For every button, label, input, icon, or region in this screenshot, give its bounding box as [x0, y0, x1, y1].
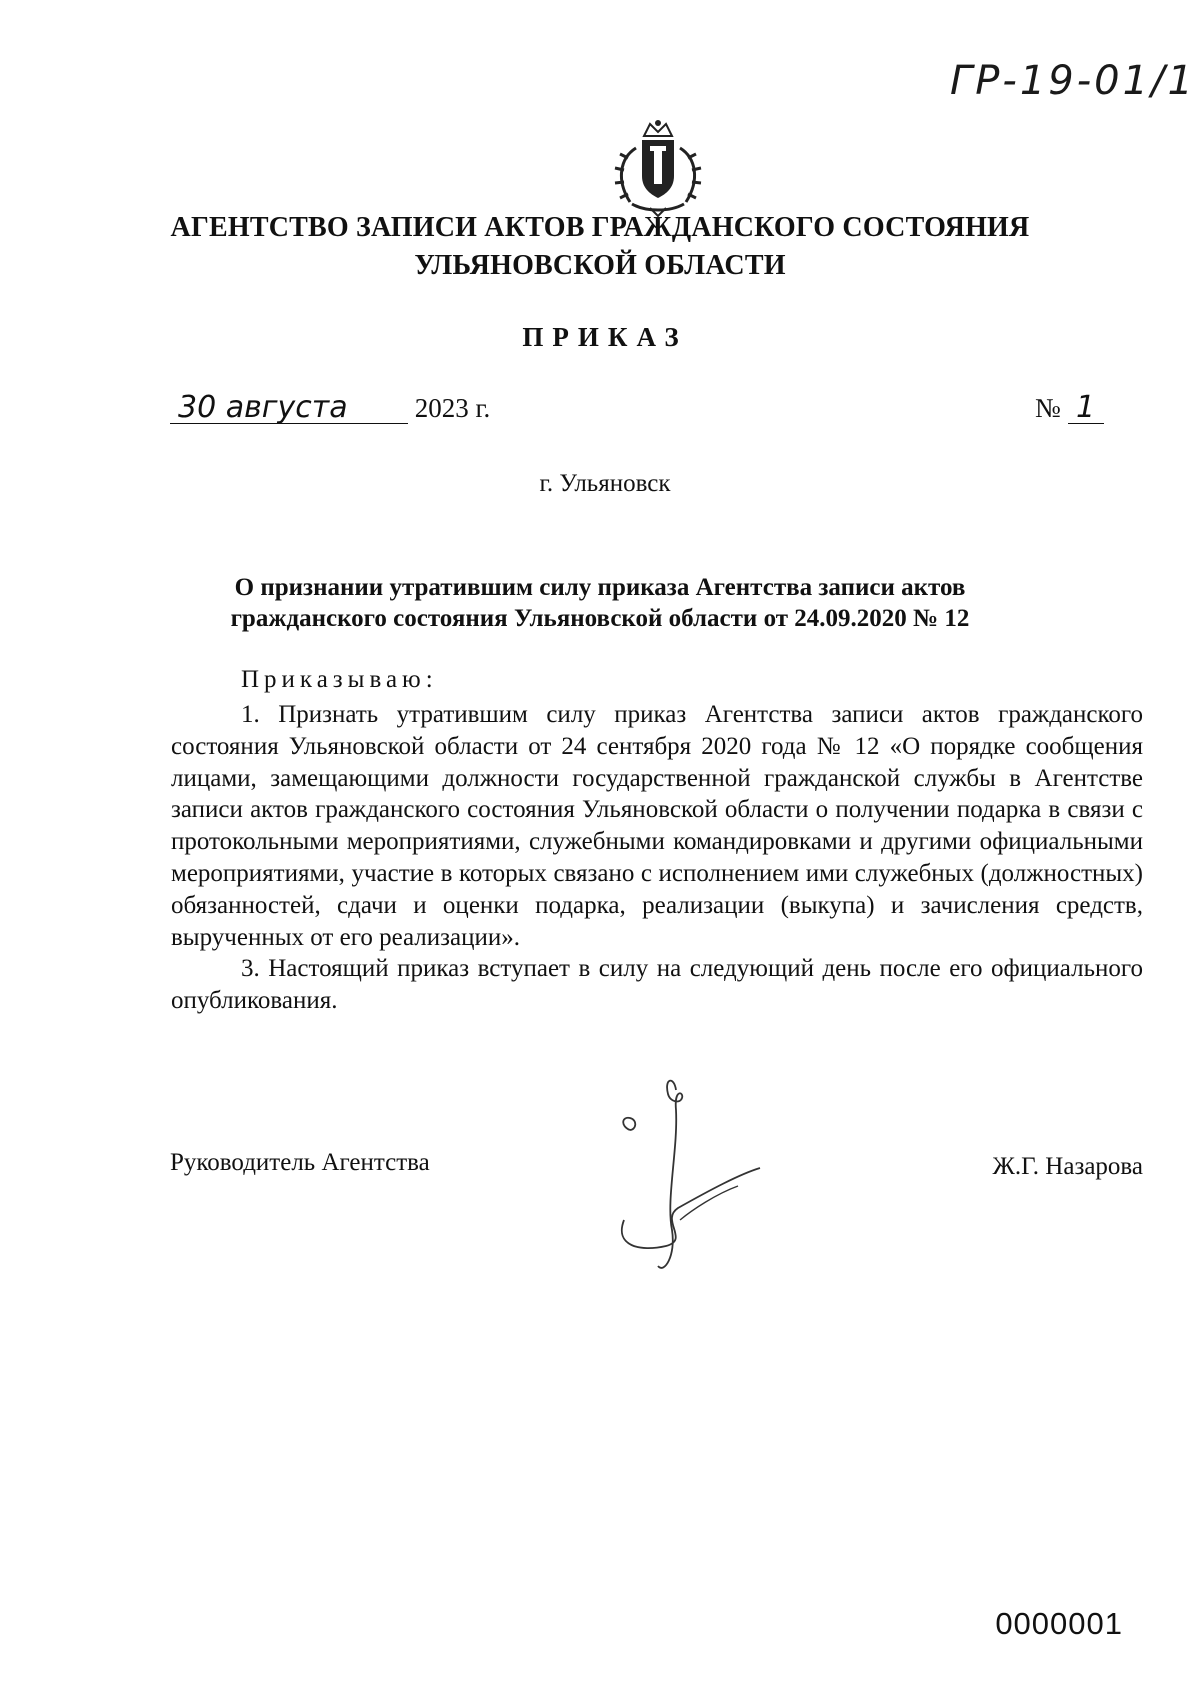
page-code: 0000001	[995, 1606, 1123, 1641]
order-number	[1035, 390, 1104, 425]
signer-name: Ж.Г. Назарова	[992, 1153, 1143, 1180]
body-paragraph-2: 3. Настоящий приказ вступает в силу на следующий день после его официального опубликования.	[171, 955, 1143, 1015]
body-paragraph-1: 1. Признать утратившим силу приказ Агентства записи актов гражданского состояния Ульяновской области от 24 сентября 2020 года № 12 «О порядке сообщения лицами, замещающими должности государственной гражданской службы в Агентстве записи актов гражданского состояния Ульяновской области о получении подарка в связи с протокольными мероприятиями, служебными командировками и другими официальными мероприятиями, участие в которых связано с исполнением ими служебных (должностных) обязанностей, сдачи и оценки подарка, реализации (выкупа) и зачисления средств, вырученных от его реализации».	[171, 701, 1143, 951]
agency-name-line-2: УЛЬЯНОВСКОЙ ОБЛАСТИ	[414, 250, 786, 281]
document-title-line-2: гражданского состояния Ульяновской области от 24.09.2020 № 12	[230, 605, 970, 632]
agency-name-line-1: АГЕНТСТВО ЗАПИСИ АКТОВ ГРАЖДАНСКОГО СОСТОЯНИЯ	[170, 212, 1030, 243]
handwritten-date: 30 августа	[170, 393, 408, 424]
date-year: 2023 г.	[414, 393, 491, 423]
document-type-heading: ПРИКАЗ	[522, 322, 688, 352]
coat-of-arms-icon	[606, 118, 710, 218]
signature-icon	[620, 1070, 820, 1280]
order-word: Приказываю:	[241, 666, 438, 693]
city: г. Ульяновск	[539, 470, 671, 497]
signer-position: Руководитель Агентства	[170, 1149, 430, 1176]
order-date	[170, 390, 491, 425]
number-label: №	[1035, 393, 1061, 423]
document-body	[171, 699, 1143, 1017]
registration-mark: ГР-19-01/1	[950, 58, 1196, 104]
handwritten-number: 1	[1068, 393, 1104, 424]
document-title-line-1: О признании утратившим силу приказа Агентства записи актов	[234, 574, 966, 601]
